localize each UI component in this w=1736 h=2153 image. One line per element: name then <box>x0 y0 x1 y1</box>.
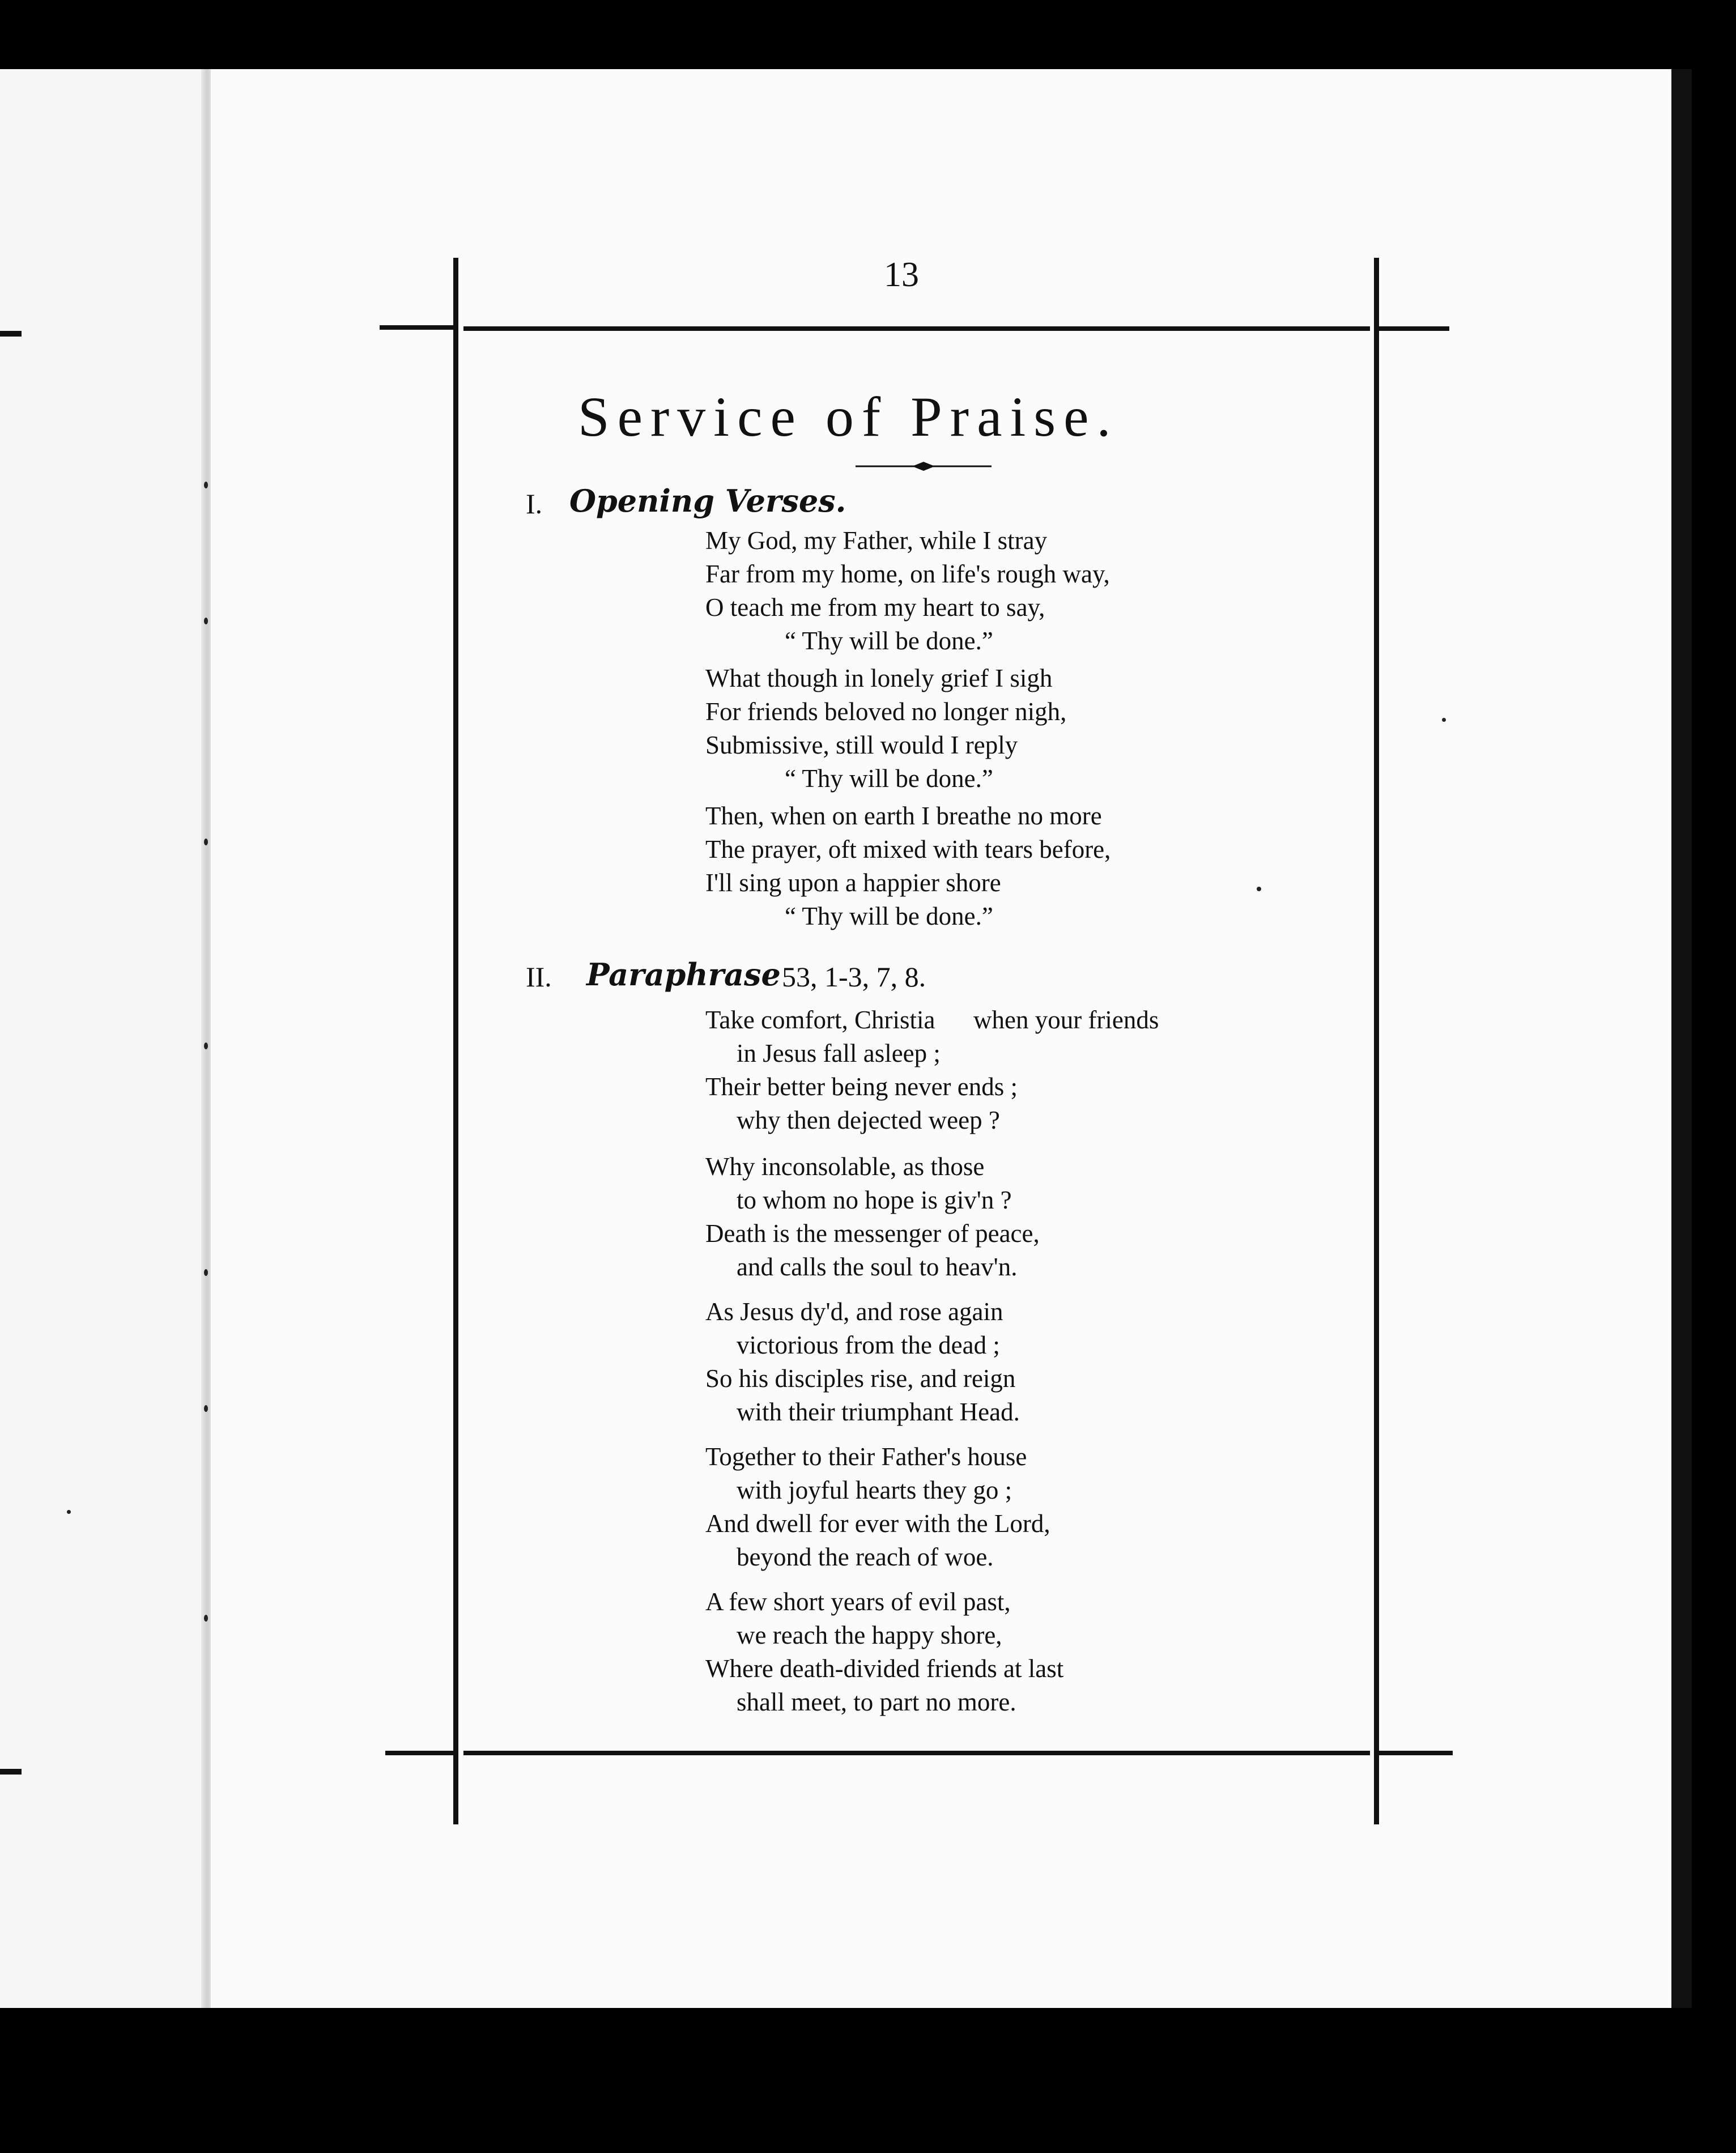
stanza <box>705 799 1110 933</box>
verse-line: Take comfort, Christia when your friends <box>705 1006 1159 1034</box>
section-numeral: II. <box>526 961 552 993</box>
verse-line: My God, my Father, while I stray <box>705 526 1048 555</box>
verse-line: why then dejected weep ? <box>737 1106 1000 1134</box>
stanza <box>705 662 1066 795</box>
verse-line: I'll sing upon a happier shore <box>705 869 1001 897</box>
stanza <box>705 1585 1063 1719</box>
verse-line: Then, when on earth I breathe no more <box>705 802 1102 830</box>
stitch-mark <box>204 1615 208 1622</box>
stitch-mark <box>204 839 208 845</box>
verse-line: shall meet, to part no more. <box>737 1688 1016 1716</box>
stanza <box>705 524 1110 658</box>
verse-line: we reach the happy shore, <box>737 1621 1002 1649</box>
stanza <box>705 1295 1020 1429</box>
stitch-mark <box>204 1269 208 1276</box>
verse-line: As Jesus dy'd, and rose again <box>705 1297 1003 1326</box>
facing-page-edge <box>0 69 221 2008</box>
speck <box>1257 887 1261 891</box>
stitch-mark <box>204 618 208 624</box>
stitch-mark <box>204 1405 208 1412</box>
verse-refrain: “ Thy will be done.” <box>785 902 993 930</box>
stanza <box>705 1150 1040 1284</box>
facing-page-rule-top <box>0 331 22 337</box>
verse-line: Where death-divided friends at last <box>705 1654 1064 1683</box>
verse-line: in Jesus fall asleep ; <box>737 1039 941 1067</box>
frame-bottom-rule-left-stub <box>385 1751 453 1755</box>
frame-top-rule <box>463 326 1370 331</box>
verse-line: Together to their Father's house <box>705 1443 1027 1471</box>
verse-line: Their better being never ends ; <box>705 1073 1018 1101</box>
section-heading: Paraphrase <box>586 956 781 993</box>
verse-line: victorious from the dead ; <box>737 1331 1000 1359</box>
frame-left-rule <box>453 258 458 1824</box>
verse-line: For friends beloved no longer nigh, <box>705 697 1067 726</box>
stitch-mark <box>204 1043 208 1049</box>
frame-bottom-rule-right-stub <box>1379 1751 1453 1755</box>
facing-page-rule-bottom <box>0 1769 22 1775</box>
verse-line: with joyful hearts they go ; <box>737 1476 1012 1504</box>
stanza <box>705 1440 1050 1574</box>
paraphrase-reference: 53, 1-3, 7, 8. <box>782 961 926 993</box>
verse-line: with their triumphant Head. <box>737 1398 1020 1426</box>
verse-line: beyond the reach of woe. <box>737 1543 994 1571</box>
verse-line: And dwell for ever with the Lord, <box>705 1509 1050 1538</box>
section-heading: Opening Verses. <box>569 483 846 519</box>
speck <box>1442 718 1446 722</box>
frame-top-rule-left-stub <box>380 325 453 330</box>
verse-line: What though in lonely grief I sigh <box>705 664 1053 692</box>
page-right-edge <box>1671 69 1692 2008</box>
verse-line: to whom no hope is giv'n ? <box>737 1186 1012 1214</box>
section-numeral: I. <box>526 488 543 520</box>
verse-line: Why inconsolable, as those <box>705 1152 985 1181</box>
verse-refrain: “ Thy will be done.” <box>785 627 993 655</box>
verse-line: The prayer, oft mixed with tears before, <box>705 835 1111 863</box>
stanza <box>705 1003 1159 1137</box>
verse-refrain: “ Thy will be done.” <box>785 764 993 793</box>
frame-right-rule <box>1374 258 1379 1824</box>
frame-bottom-rule <box>463 1751 1370 1755</box>
speck <box>67 1510 71 1514</box>
verse-line: and calls the soul to heav'n. <box>737 1253 1018 1281</box>
title-ornament <box>856 461 992 472</box>
verse-line: Submissive, still would I reply <box>705 731 1018 759</box>
verse-line: Death is the messenger of peace, <box>705 1219 1040 1248</box>
stitch-mark <box>204 482 208 488</box>
frame-top-rule-right-stub <box>1379 326 1449 331</box>
verse-line: So his disciples rise, and reign <box>705 1364 1016 1393</box>
verse-line: Far from my home, on life's rough way, <box>705 560 1110 588</box>
page-title: Service of Praise. <box>578 385 1119 448</box>
page-number: 13 <box>884 256 919 294</box>
verse-line: A few short years of evil past, <box>705 1588 1011 1616</box>
verse-line: O teach me from my heart to say, <box>705 593 1045 622</box>
